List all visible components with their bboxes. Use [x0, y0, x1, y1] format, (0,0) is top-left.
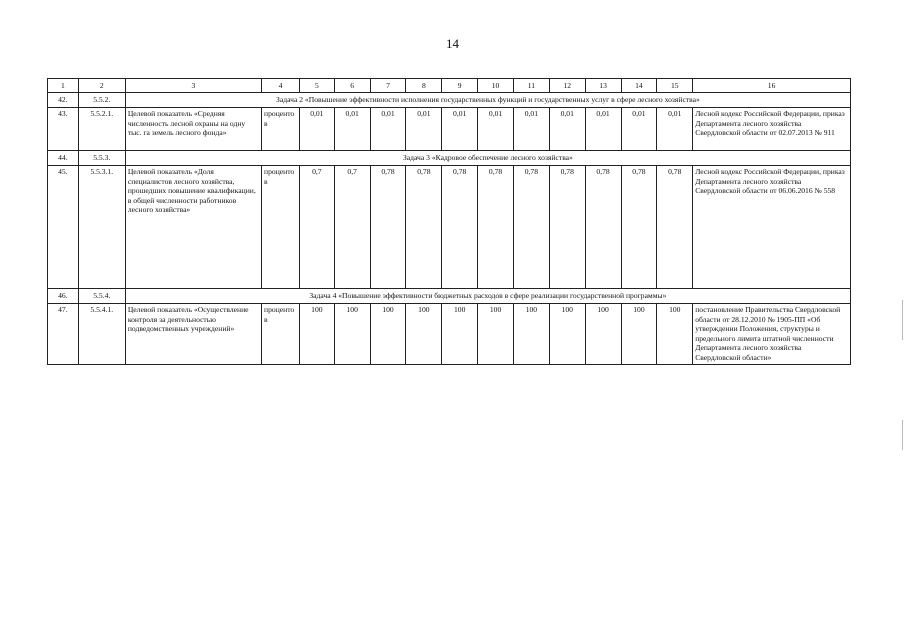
table-row: [48, 304, 851, 365]
row-code: 5.5.4.: [78, 289, 125, 304]
row-number: 47.: [48, 304, 79, 365]
indicator-name: Целевой показатель «Осуществление контроля за деятельностью подведомственных учреждений»: [125, 304, 261, 365]
source-cell: Лесной кодекс Российской Федерации, приказ Департамента лесного хозяйства Свердловской области от 06.06.2016 № 558: [693, 166, 851, 289]
task-title: Задача 3 «Кадровое обеспечение лесного хозяйства»: [125, 151, 850, 166]
value-cell: 0,7: [334, 166, 370, 289]
header-row: [48, 79, 851, 93]
row-number: 43.: [48, 108, 79, 151]
header-cell: 7: [370, 79, 406, 93]
header-cell: 16: [693, 79, 851, 93]
value-cell: 0,78: [549, 166, 585, 289]
value-cell: 0,01: [406, 108, 442, 151]
unit-cell: процентов: [262, 304, 300, 365]
row-number: 45.: [48, 166, 79, 289]
value-cell: 0,01: [513, 108, 549, 151]
task-row: [48, 289, 851, 304]
task-title: Задача 2 «Повышение эффективности исполнения государственных функций и государственных услуг в сфере лесного хозяйства»: [125, 93, 850, 108]
value-cell: 0,01: [299, 108, 334, 151]
value-cell: 100: [621, 304, 657, 365]
unit-cell: процентов: [262, 166, 300, 289]
value-cell: 0,01: [549, 108, 585, 151]
value-cell: 100: [299, 304, 334, 365]
header-cell: 2: [78, 79, 125, 93]
value-cell: 0,78: [478, 166, 514, 289]
header-cell: 11: [513, 79, 549, 93]
row-code: 5.5.4.1.: [78, 304, 125, 365]
value-cell: 100: [513, 304, 549, 365]
row-number: 44.: [48, 151, 79, 166]
header-cell: 12: [549, 79, 585, 93]
value-cell: 100: [478, 304, 514, 365]
value-cell: 100: [549, 304, 585, 365]
value-cell: 0,78: [370, 166, 406, 289]
value-cell: 0,01: [478, 108, 514, 151]
value-cell: 0,78: [585, 166, 621, 289]
value-cell: 0,78: [657, 166, 693, 289]
unit-cell: процентов: [262, 108, 300, 151]
value-cell: 0,01: [370, 108, 406, 151]
table-row: [48, 108, 851, 151]
header-cell: 14: [621, 79, 657, 93]
header-cell: 9: [442, 79, 478, 93]
indicators-table: [47, 78, 851, 365]
header-cell: 10: [478, 79, 514, 93]
value-cell: 0,01: [621, 108, 657, 151]
value-cell: 100: [585, 304, 621, 365]
value-cell: 100: [406, 304, 442, 365]
header-cell: 13: [585, 79, 621, 93]
task-row: [48, 93, 851, 108]
row-number: 46.: [48, 289, 79, 304]
header-cell: 8: [406, 79, 442, 93]
value-cell: 100: [442, 304, 478, 365]
page-number: 14: [446, 36, 459, 51]
header-cell: 3: [125, 79, 261, 93]
header-cell: 6: [334, 79, 370, 93]
value-cell: 0,78: [513, 166, 549, 289]
table-row: [48, 166, 851, 289]
source-cell: Лесной кодекс Российской Федерации, приказ Департамента лесного хозяйства Свердловской области от 02.07.2013 № 911: [693, 108, 851, 151]
row-code: 5.5.2.1.: [78, 108, 125, 151]
value-cell: 0,7: [299, 166, 334, 289]
value-cell: 0,78: [442, 166, 478, 289]
value-cell: 0,01: [442, 108, 478, 151]
value-cell: 100: [657, 304, 693, 365]
indicator-name: Целевой показатель «Средняя численность лесной охраны на одну тыс. га земель лесного фонда»: [125, 108, 261, 151]
header-cell: 5: [299, 79, 334, 93]
value-cell: 0,78: [406, 166, 442, 289]
value-cell: 0,01: [585, 108, 621, 151]
indicator-name: Целевой показатель «Доля специалистов лесного хозяйства, прошедших повышение квалификации, в общей численности работников лесного хозяйства»: [125, 166, 261, 289]
value-cell: 0,01: [657, 108, 693, 151]
header-cell: 4: [262, 79, 300, 93]
header-cell: 1: [48, 79, 79, 93]
row-code: 5.5.3.: [78, 151, 125, 166]
scan-edge-mark: [902, 300, 903, 340]
task-title: Задача 4 «Повышение эффективности бюджетных расходов в сфере реализации государственной программы»: [125, 289, 850, 304]
value-cell: 0,78: [621, 166, 657, 289]
scan-edge-mark: [902, 420, 903, 450]
source-cell: постановление Правительства Свердловской области от 28.12.2010 № 1905-ПП «Об утверждении Положения, структуры и предельного лимита штатной численности Департамента лесного хозяйства Свердловской области»: [693, 304, 851, 365]
value-cell: 100: [370, 304, 406, 365]
row-code: 5.5.2.: [78, 93, 125, 108]
task-row: [48, 151, 851, 166]
row-code: 5.5.3.1.: [78, 166, 125, 289]
header-cell: 15: [657, 79, 693, 93]
row-number: 42.: [48, 93, 79, 108]
value-cell: 100: [334, 304, 370, 365]
value-cell: 0,01: [334, 108, 370, 151]
